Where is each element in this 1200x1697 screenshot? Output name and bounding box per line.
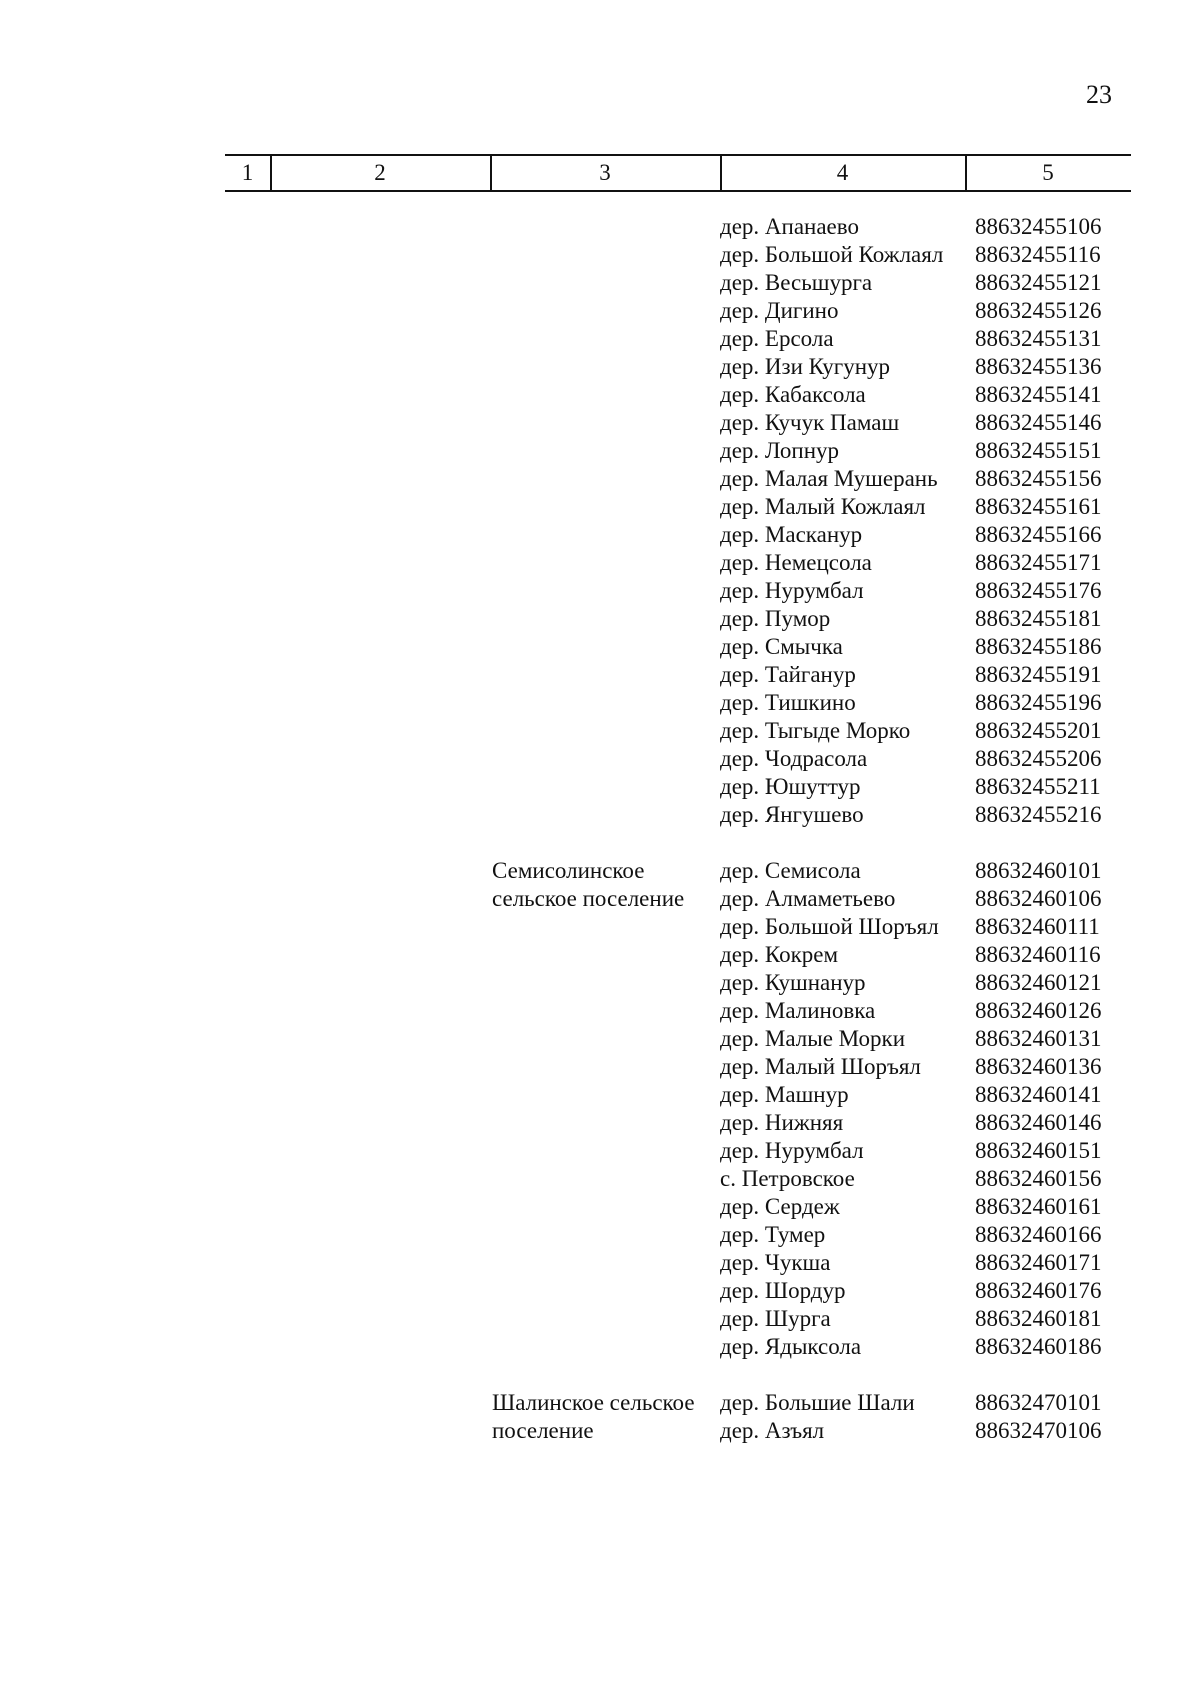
- okato-code: 88632460111: [975, 914, 1100, 939]
- table-row: [0, 1305, 1200, 1333]
- okato-code: 88632455151: [975, 438, 1102, 463]
- locality-name: дер. Ерсола: [720, 326, 834, 351]
- table-row: [0, 773, 1200, 801]
- okato-code: 88632455136: [975, 354, 1102, 379]
- okato-code: 88632455131: [975, 326, 1102, 351]
- okato-code: 88632455141: [975, 382, 1102, 407]
- okato-code: 88632470101: [975, 1390, 1102, 1415]
- table-row: [0, 1417, 1200, 1445]
- okato-code: 88632455126: [975, 298, 1102, 323]
- locality-name: дер. Нижняя: [720, 1110, 844, 1135]
- locality-name: дер. Юшуттур: [720, 774, 861, 799]
- table-row: [0, 801, 1200, 829]
- okato-code: 88632470106: [975, 1418, 1102, 1443]
- locality-name: дер. Тыгыде Морко: [720, 718, 911, 743]
- column-number-3: 3: [490, 156, 722, 190]
- table-row: [0, 1053, 1200, 1081]
- table-row: [0, 605, 1200, 633]
- locality-name: дер. Машнур: [720, 1082, 849, 1107]
- okato-code: 88632460131: [975, 1026, 1102, 1051]
- locality-name: дер. Шурга: [720, 1306, 831, 1331]
- table-row: [0, 1137, 1200, 1165]
- locality-name: дер. Масканур: [720, 522, 863, 547]
- okato-code: 88632460146: [975, 1110, 1102, 1135]
- page-number: 23: [1086, 80, 1112, 109]
- table-row: [0, 1333, 1200, 1361]
- column-number-2: 2: [270, 156, 492, 190]
- table-row: [0, 325, 1200, 353]
- table-row: [0, 1025, 1200, 1053]
- okato-code: 88632455116: [975, 242, 1101, 267]
- okato-code: 88632460136: [975, 1054, 1102, 1079]
- locality-name: дер. Чукша: [720, 1250, 831, 1275]
- table-row: [0, 297, 1200, 325]
- table-row: [0, 1249, 1200, 1277]
- okato-code: 88632460171: [975, 1250, 1102, 1275]
- okato-code: 88632460176: [975, 1278, 1102, 1303]
- okato-code: 88632460126: [975, 998, 1102, 1023]
- okato-code: 88632460166: [975, 1222, 1102, 1247]
- locality-name: дер. Сердеж: [720, 1194, 840, 1219]
- locality-name: дер. Чодрасола: [720, 746, 868, 771]
- okato-code: 88632460186: [975, 1334, 1102, 1359]
- table-row: [0, 353, 1200, 381]
- table-row: [0, 465, 1200, 493]
- table-row: [0, 1277, 1200, 1305]
- locality-name: дер. Лопнур: [720, 438, 840, 463]
- locality-name: дер. Ядыксола: [720, 1334, 862, 1359]
- locality-name: с. Петровское: [720, 1166, 855, 1191]
- okato-code: 88632455196: [975, 690, 1102, 715]
- table-row: [0, 633, 1200, 661]
- locality-name: дер. Малая Мушерань: [720, 466, 938, 491]
- table-row: [0, 913, 1200, 941]
- table-column-header: [225, 154, 1131, 192]
- okato-code: 88632455166: [975, 522, 1102, 547]
- okato-code: 88632455186: [975, 634, 1102, 659]
- locality-name: дер. Тишкино: [720, 690, 856, 715]
- locality-name: дер. Кушнанур: [720, 970, 866, 995]
- table-row: [0, 661, 1200, 689]
- locality-name: дер. Семисола: [720, 858, 861, 883]
- settlement-group-name: Шалинское сельское поселение: [492, 1390, 695, 1443]
- table-row: [0, 1221, 1200, 1249]
- okato-code: 88632455171: [975, 550, 1102, 575]
- okato-code: 88632455146: [975, 410, 1102, 435]
- locality-name: дер. Алмаметьево: [720, 886, 896, 911]
- okato-code: 88632455121: [975, 270, 1102, 295]
- table-row: [0, 493, 1200, 521]
- locality-name: дер. Малый Шоръял: [720, 1054, 921, 1079]
- okato-code: 88632460106: [975, 886, 1102, 911]
- column-number-1: 1: [225, 156, 272, 190]
- locality-name: дер. Большой Шоръял: [720, 914, 939, 939]
- okato-code: 88632455181: [975, 606, 1102, 631]
- locality-name: дер. Весьшурга: [720, 270, 873, 295]
- okato-code: 88632460101: [975, 858, 1102, 883]
- locality-name: дер. Нурумбал: [720, 1138, 864, 1163]
- locality-name: дер. Дигино: [720, 298, 839, 323]
- locality-name: дер. Кучук Памаш: [720, 410, 900, 435]
- okato-code: 88632455106: [975, 214, 1102, 239]
- table-row: [0, 941, 1200, 969]
- table-row: [0, 381, 1200, 409]
- okato-code: 88632460151: [975, 1138, 1102, 1163]
- okato-code: 88632455201: [975, 718, 1102, 743]
- locality-name: дер. Тайганур: [720, 662, 856, 687]
- okato-code: 88632455176: [975, 578, 1102, 603]
- settlement-group-name: Семисолинское сельское поселение: [492, 858, 685, 911]
- table-row: [0, 689, 1200, 717]
- table-row: [0, 241, 1200, 269]
- locality-name: дер. Изи Кугунур: [720, 354, 891, 379]
- okato-code: 88632455156: [975, 466, 1102, 491]
- okato-code: 88632455206: [975, 746, 1102, 771]
- locality-name: дер. Апанаево: [720, 214, 859, 239]
- okato-code: 88632460141: [975, 1082, 1102, 1107]
- locality-name: дер. Малиновка: [720, 998, 876, 1023]
- okato-code: 88632455191: [975, 662, 1102, 687]
- okato-code: 88632455216: [975, 802, 1102, 827]
- table-row: [0, 437, 1200, 465]
- table-row: [0, 1109, 1200, 1137]
- table-row: [0, 1081, 1200, 1109]
- table-row: [0, 213, 1200, 241]
- locality-name: дер. Малый Кожлаял: [720, 494, 926, 519]
- table-row: [0, 885, 1200, 913]
- table-row: [0, 997, 1200, 1025]
- table-row: [0, 1193, 1200, 1221]
- okato-code: 88632455211: [975, 774, 1101, 799]
- table-row: [0, 717, 1200, 745]
- locality-name: дер. Пумор: [720, 606, 831, 631]
- column-number-5: 5: [1042, 160, 1054, 185]
- locality-name: дер. Кокрем: [720, 942, 839, 967]
- table-row: [0, 409, 1200, 437]
- locality-name: дер. Большой Кожлаял: [720, 242, 944, 267]
- column-number-4: 4: [720, 156, 967, 190]
- okato-code: 88632460181: [975, 1306, 1102, 1331]
- locality-name: дер. Янгушево: [720, 802, 864, 827]
- locality-name: дер. Кабаксола: [720, 382, 866, 407]
- table-row: [0, 577, 1200, 605]
- locality-name: дер. Тумер: [720, 1222, 826, 1247]
- table-row: [0, 269, 1200, 297]
- locality-name: дер. Немецсола: [720, 550, 872, 575]
- table-row: [0, 969, 1200, 997]
- locality-name: дер. Большие Шали: [720, 1390, 915, 1415]
- okato-code: 88632460116: [975, 942, 1101, 967]
- table-row: [0, 745, 1200, 773]
- locality-name: дер. Шордур: [720, 1278, 846, 1303]
- settlement-table: [0, 213, 1200, 1445]
- table-row: [0, 521, 1200, 549]
- okato-code: 88632455161: [975, 494, 1102, 519]
- locality-name: дер. Смычка: [720, 634, 843, 659]
- locality-name: дер. Малые Морки: [720, 1026, 906, 1051]
- okato-code: 88632460156: [975, 1166, 1102, 1191]
- table-row: [0, 1165, 1200, 1193]
- locality-name: дер. Азъял: [720, 1418, 825, 1443]
- locality-name: дер. Нурумбал: [720, 578, 864, 603]
- table-row: [0, 549, 1200, 577]
- okato-code: 88632460161: [975, 1194, 1102, 1219]
- okato-code: 88632460121: [975, 970, 1102, 995]
